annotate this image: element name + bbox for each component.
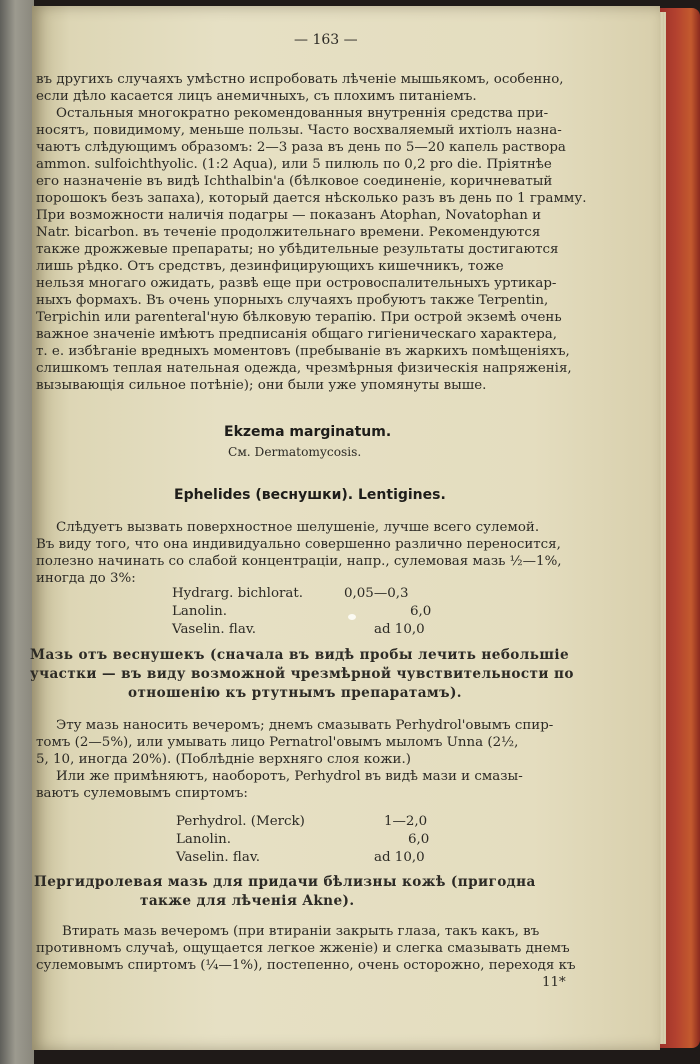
recipe-amount: 0,05—0,3	[344, 586, 409, 601]
recipe-ingredient: Lanolin.	[176, 832, 232, 847]
text-line: Или же примѣняютъ, наоборотъ, Perhydrol въ видѣ мази и смазы-	[56, 769, 523, 784]
text-line: чаютъ слѣдующимъ образомъ: 2—3 раза въ день по 5—20 капель раствора	[36, 140, 566, 155]
text-line: сулемовымъ спиртомъ (¼—1%), постепенно, очень осторожно, переходя къ	[36, 958, 576, 973]
text-line: Natr. bicarbon. въ теченiе продолжительнаго времени. Рекомендуются	[36, 225, 541, 240]
text-line: противномъ случаѣ, ощущается легкое жженiе) и слегка смазывать днемъ	[36, 941, 570, 956]
recipe-ingredient: Vaselin. flav.	[172, 622, 257, 637]
text-line: Слѣдуетъ вызвать поверхностное шелушенiе, лучше всего сулемой.	[56, 520, 540, 535]
text-line: Въ виду того, что она индивидуально совершенно различно переносится,	[36, 537, 561, 552]
recipe-amount: ad 10,0	[374, 622, 425, 637]
recipe-caption: участки — въ виду возможной чрезмѣрной чувствительности по	[30, 666, 574, 682]
left-page-edge	[0, 0, 34, 1064]
recipe-caption: Мазь отъ веснушекъ (сначала въ видѣ пробы лечить небольшiе	[30, 647, 569, 663]
recipe-amount: 6,0	[410, 604, 432, 619]
recipe-ingredient: Lanolin.	[172, 604, 228, 619]
text-line: его назначенiе въ видѣ Ichthalbin'a (бѣлковое соединенiе, коричневатый	[36, 174, 553, 189]
section-heading: Ekzema marginatum.	[224, 424, 392, 440]
text-line: т. е. избѣганiе вредныхъ моментовъ (пребыванiе въ жаркихъ помѣщенiяхъ,	[36, 344, 570, 359]
text-line: нельзя многаго ожидать, развѣ еще при островоспалительныхъ уртикар-	[36, 276, 557, 291]
paper-blemish	[348, 614, 356, 620]
recipe-amount: ad 10,0	[374, 850, 425, 865]
page-number: — 163 —	[294, 32, 358, 48]
recipe-amount: 6,0	[408, 832, 430, 847]
text-line: также дрожжевые препараты; но убѣдительные результаты достигаются	[36, 242, 559, 257]
text-line: слишкомъ теплая нательная одежда, чрезмѣрныя физическiя напряженiя,	[36, 361, 572, 376]
text-line: томъ (2—5%), или умывать лицо Pernatrol'овымъ мыломъ Unna (2½,	[36, 735, 519, 750]
text-line: полезно начинать со слабой концентрацiи, напр., сулемовая мазь ½—1%,	[36, 554, 562, 569]
text-line: Втирать мазь вечеромъ (при втиранiи закрыть глаза, такъ какъ, въ	[62, 924, 540, 939]
text-line: ваютъ сулемовымъ спиртомъ:	[36, 786, 248, 801]
text-line: важное значенiе имѣютъ предписанiя общаго гигiеническаго характера,	[36, 327, 558, 342]
text-line: ammon. sulfoichthyolic. (1:2 Aqua), или 5 пилюль по 0,2 pro die. Прiятнѣе	[36, 157, 552, 172]
text-line: вызывающiя сильное потѣнiе); они были уже упомянуты выше.	[36, 378, 487, 393]
recipe-caption: Пергидролевая мазь для придачи бѣлизны кожѣ (пригодна	[34, 874, 536, 890]
text-line: Остальныя многократно рекомендованныя внутреннiя средства при-	[56, 106, 549, 121]
text-line: иногда до 3%:	[36, 571, 136, 586]
signature-mark: 11*	[542, 975, 566, 990]
text-line: ныхъ формахъ. Въ очень упорныхъ случаяхъ пробуютъ также Terpentin,	[36, 293, 549, 308]
recipe-ingredient: Hydrarg. bichlorat.	[172, 586, 304, 601]
text-line: носятъ, повидимому, меньше пользы. Часто восхваляемый ихтiолъ назна-	[36, 123, 562, 138]
cross-reference: См. Dermatomycosis.	[228, 445, 362, 459]
text-line: лишь рѣдко. Отъ средствъ, дезинфицирующихъ кишечникъ, тоже	[36, 259, 504, 274]
text-line: 5, 10, иногда 20%). (Поблѣднiе верхняго слоя кожи.)	[36, 752, 411, 767]
recipe-caption: также для лѣченiя Akne).	[140, 893, 355, 909]
book-page	[32, 6, 660, 1050]
recipe-ingredient: Perhydrol. (Merck)	[176, 814, 305, 829]
text-line: Эту мазь наносить вечеромъ; днемъ смазывать Perhydrol'овымъ спир-	[56, 718, 554, 733]
text-line: Terpichin или parenteral'ную бѣлковую терапiю. При острой экземѣ очень	[36, 310, 562, 325]
section-heading: Ephelides (веснушки). Lentigines.	[174, 487, 446, 503]
text-line: При возможности наличiя подагры — показанъ Atophan, Novatophan и	[36, 208, 542, 223]
text-line: въ другихъ случаяхъ умѣстно испробовать лѣченiе мышьякомъ, особенно,	[36, 72, 564, 87]
recipe-amount: 1—2,0	[384, 814, 428, 829]
text-line: если дѣло касается лицъ анемичныхъ, съ плохимъ питанiемъ.	[36, 89, 477, 104]
recipe-caption: отношенiю къ ртутнымъ препаратамъ).	[128, 685, 462, 701]
recipe-ingredient: Vaselin. flav.	[176, 850, 261, 865]
text-line: порошокъ безъ запаха), который дается нѣсколько разъ въ день по 1 грамму.	[36, 191, 587, 206]
